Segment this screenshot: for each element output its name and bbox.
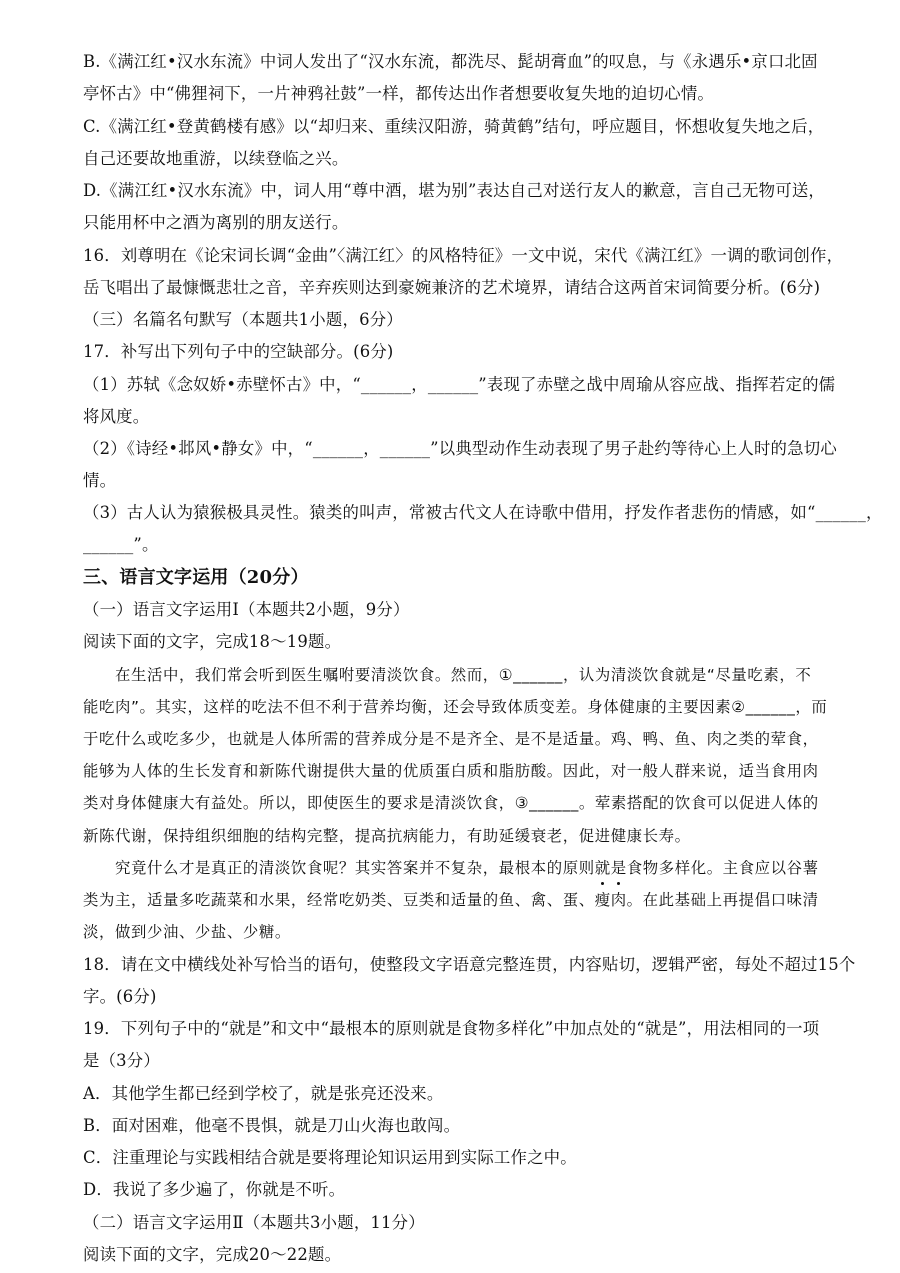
text-line: 只能用杯中之酒为离别的朋友送行。 (83, 213, 349, 232)
emphasis-dotted-char: 就 (594, 859, 611, 877)
text-line: C．注重理论与实践相结合就是要将理论知识运用到实际工作之中。 (83, 1148, 577, 1167)
text-line: 新陈代谢，保持组织细胞的结构完整，提高抗病能力，有助延缓衰老，促进健康长寿。 (83, 827, 691, 845)
text-line: （二）语言文字运用Ⅱ（本题共3小题，11分） (83, 1213, 425, 1232)
text-line: 字。(6分) (83, 987, 157, 1006)
text-line: （1）苏轼《念奴娇•赤壁怀古》中，“______，______”表现了赤壁之战中周瑜从容应战、指挥若定的儒 (83, 375, 836, 394)
text-line: 亭怀古》中“佛狸祠下，一片神鸦社鼓”一样，都传达出作者想要收复失地的迫切心情。 (83, 84, 715, 103)
text-line: 16．刘尊明在《论宋词长调“金曲”〈满江红〉的风格特征》一文中说，宋代《满江红》一调的歌词创作， (83, 246, 844, 265)
emphasis-dotted-char: 是 (610, 859, 627, 877)
text-line: 能够为人体的生长发育和新陈代谢提供大量的优质蛋白质和脂肪酸。因此，对一般人群来说，适当食用肉 (83, 762, 819, 780)
text-line: 岳飞唱出了最慷慨悲壮之音，辛弃疾则达到豪婉兼济的艺术境界，请结合这两首宋词简要分析。(6分) (83, 278, 821, 297)
text-line: 类为主，适量多吃蔬菜和水果，经常吃奶类、豆类和适量的鱼、禽、蛋、瘦肉。在此基础上再提倡口味清 (83, 891, 819, 909)
text-line: 是（3分） (83, 1051, 160, 1070)
text-line: 情。 (83, 471, 117, 490)
text-line: A．其他学生都已经到学校了，就是张亮还没来。 (83, 1084, 444, 1103)
text-line: 于吃什么或吃多少，也就是人体所需的营养成分是不是齐全、是不是适量。鸡、鸭、鱼、肉之类的荤食， (83, 730, 819, 748)
passage-text: 究竟什么才是真正的清淡饮食呢？其实答案并不复杂，最根本的原则 (115, 859, 595, 877)
text-line: 自己还要故地重游，以续登临之兴。 (83, 149, 349, 168)
text-line: 能吃肉”。其实，这样的吃法不但不利于营养均衡，还会导致体质变差。身体健康的主要因素②______，而 (83, 698, 828, 716)
text-line: ______”。 (83, 535, 159, 554)
text-line: 17．补写出下列句子中的空缺部分。(6分) (83, 342, 394, 361)
text-line: （3）古人认为猿猴极具灵性。猿类的叫声，常被古代文人在诗歌中借用，抒发作者悲伤的情感，如“______， (83, 503, 883, 522)
text-line: 类对身体健康大有益处。所以，即使医生的要求是清淡饮食，③______。荤素搭配的饮食可以促进人体的 (83, 794, 819, 812)
text-line: 阅读下面的文字，完成18～19题。 (83, 632, 342, 651)
text-line: D．我说了多少遍了，你就是不听。 (83, 1180, 346, 1199)
text-line: B．面对困难，他毫不畏惧，就是刀山火海也敢闯。 (83, 1116, 461, 1135)
text-line (115, 857, 819, 879)
text-line: 将风度。 (83, 407, 150, 426)
text-line: C.《满江红•登黄鹤楼有感》以“却归来、重续汉阳游，骑黄鹤”结句，呼应题目，怀想收复失地之后， (83, 117, 825, 136)
text-line: 阅读下面的文字，完成20～22题。 (83, 1245, 342, 1264)
text-line: 三、语言文字运用（20分） (83, 567, 309, 588)
text-line: 在生活中，我们常会听到医生嘱咐要清淡饮食。然而，①______，认为清淡饮食就是“尽量吃素，不 (115, 666, 812, 684)
text-line: （2）《诗经•邶风•静女》中，“______，______”以典型动作生动表现了男子赴约等待心上人时的急切心 (83, 439, 837, 458)
text-line: （一）语言文字运用Ⅰ（本题共2小题，9分） (83, 600, 410, 619)
text-line: （三）名篇名句默写（本题共1小题，6分） (83, 310, 403, 329)
text-line: 淡，做到少油、少盐、少糖。 (83, 923, 291, 941)
text-line: 18．请在文中横线处补写恰当的语句，使整段文字语意完整连贯，内容贴切，逻辑严密，每处不超过15个 (83, 955, 856, 974)
text-line: B.《满江红•汉水东流》中词人发出了“汉水东流，都洗尽、髭胡膏血”的叹息，与《永遇乐•京口北固 (83, 52, 818, 71)
text-line: 19．下列句子中的“就是”和文中“最根本的原则就是食物多样化”中加点处的“就是”，用法相同的一项 (83, 1019, 820, 1038)
text-line: D.《满江红•汉水东流》中，词人用“尊中酒，堪为别”表达自己对送行友人的歉意，言自己无物可送， (83, 181, 825, 200)
passage-text: 食物多样化。主食应以谷薯 (626, 859, 819, 877)
